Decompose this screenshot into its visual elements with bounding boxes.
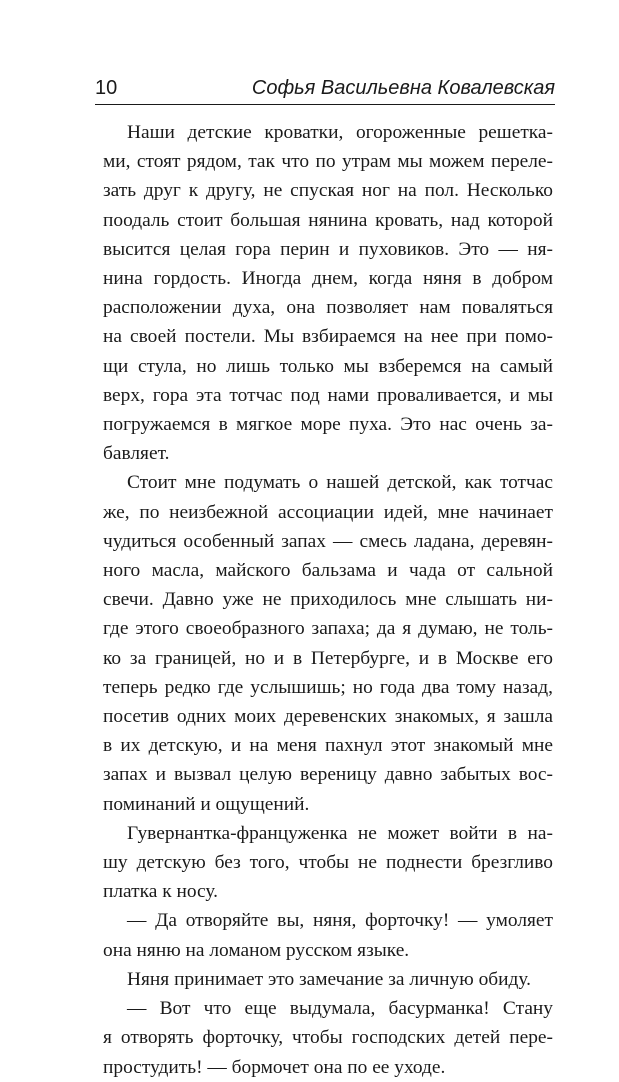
text-line: — Вот что еще выдумала, басурманка! Стану [127,998,553,1020]
page-header [95,76,555,104]
text-line: свечи. Давно уже не приходилось мне слышать ни- [103,589,553,611]
page-number: 10 [95,77,118,99]
text-line: зать друг к другу, не спуская ног на пол. Несколько [103,180,553,202]
text-line: шу детскую без того, чтобы не поднести брезгливо [103,852,553,874]
text-line: простудить! — бормочет она по ее уходе. [103,1056,446,1078]
text-line: — Да отворяйте вы, няня, форточку! — умоляет [127,910,553,932]
paragraph [103,468,553,818]
text-line: она няню на ломаном русском языке. [103,939,410,961]
running-title: Софья Васильевна Ковалевская [251,77,555,99]
text-line: на своей постели. Мы взбираемся на нее при помо- [103,326,553,348]
text-line: поминаний и ощущений. [103,793,310,815]
text-line: же, по неизбежной ассоциации идей, мне начинает [103,501,553,523]
text-line: чудиться особенный запах — смесь ладана, деревян- [103,530,553,552]
text-line: расположении духа, она позволяет нам поваляться [103,297,553,319]
body-text [103,118,553,1082]
paragraph [103,118,553,468]
text-line: Стоит мне подумать о нашей детской, как тотчас [127,472,553,494]
paragraph [103,819,553,907]
paragraph [103,994,553,1082]
text-line: ного масла, майского бальзама и чада от сальной [103,560,553,582]
text-line: верх, гора эта тотчас под нами проваливается, и мы [103,384,553,406]
text-line: платка к носу. [103,881,218,903]
text-line: где этого своеобразного запаха; да я думаю, не толь- [103,618,553,640]
text-line: погружаемся в мягкое море пуха. Это нас очень за- [103,414,553,436]
text-line: бавляет. [103,443,170,465]
paragraph [103,906,553,964]
text-line: поодаль стоит большая нянина кровать, над которой [103,209,553,231]
paragraph [103,965,553,994]
text-line: теперь редко где услышишь; но года два тому назад, [103,676,553,698]
text-line: я отворять форточку, чтобы господских детей пере- [103,1027,553,1049]
text-line: в их детскую, и на меня пахнул этот знакомый мне [103,735,553,757]
text-line: Няня принимает это замечание за личную обиду. [127,968,531,990]
text-line: щи стула, но лишь только мы взберемся на самый [103,355,553,377]
header-rule [95,104,555,105]
text-line: Наши детские кроватки, огороженные решетка- [127,122,553,143]
text-line: нина гордость. Иногда днем, когда няня в добром [103,268,553,290]
text-line: ми, стоят рядом, так что по утрам мы можем переле- [103,151,553,173]
text-line: посетив одних моих деревенских знакомых, я зашла [103,706,553,728]
text-line: Гувернантка-француженка не может войти в на- [127,822,553,844]
text-line: запах и вызвал целую вереницу давно забытых вос- [103,764,553,786]
text-line: высится целая гора перин и пуховиков. Это — ня- [103,238,553,260]
text-line: ко за границей, но и в Петербурге, и в Москве его [103,647,553,669]
